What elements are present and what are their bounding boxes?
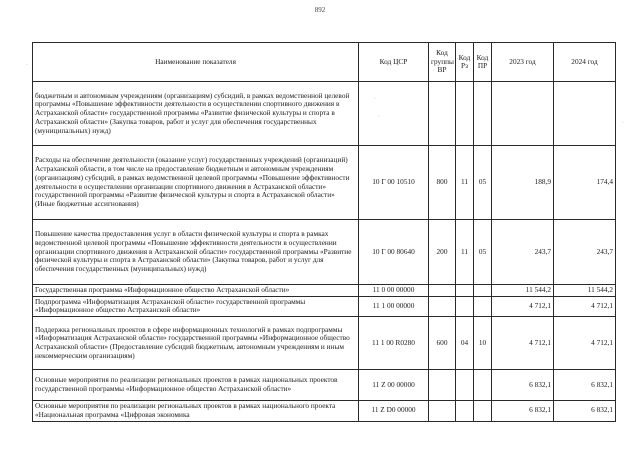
row-code-csr: 10 Г 00 80640 bbox=[359, 220, 429, 285]
row-code-vr: 800 bbox=[429, 146, 456, 220]
row-name: Повышение качества предоставления услуг в области физической культуры и спорта в рамках ведомственной целевой программы «Повышение эффективности деятельности в осуществлении организации спортивного движения в Астраханской области» государственной программы «Развитие физической культуры и спорта в Астраханской области» (Закупка товаров, работ и услуг для обеспечения государственных (муниципальных) нужд) bbox=[33, 220, 359, 285]
table-row bbox=[33, 220, 616, 285]
table-row bbox=[33, 296, 616, 316]
scan-speck: · bbox=[374, 96, 376, 102]
row-value-2024: 4 712,1 bbox=[554, 317, 616, 370]
row-value-2023: 243,7 bbox=[492, 220, 554, 285]
row-name: Расходы на обеспечение деятельности (оказание услуг) государственных учреждений (организаций) Астраханской области, в том числе на предоставление бюджетным и автономным учреждениям (организациям) субсидий, в рамках ведомственной целевой программы «Повышение эффективности деятельности в осуществлении организации спортивного движения в Астраханской области» государственной программы «Развитие физической культуры и спорта в Астраханской области» (Иные бюджетные ассигнования) bbox=[33, 146, 359, 220]
row-value-2023: 188,9 bbox=[492, 146, 554, 220]
table-row bbox=[33, 370, 616, 401]
row-code-csr: 11 0 00 00000 bbox=[359, 285, 429, 297]
row-code-csr: 11 1 00 00000 bbox=[359, 296, 429, 316]
row-value-2024 bbox=[554, 82, 616, 146]
header-2023: 2023 год bbox=[492, 43, 554, 82]
row-code-rz: 11 bbox=[456, 146, 474, 220]
row-code-vr bbox=[429, 285, 456, 297]
row-value-2023: 4 712,1 bbox=[492, 296, 554, 316]
table-row bbox=[33, 317, 616, 370]
row-code-pr bbox=[474, 401, 492, 421]
row-code-vr: 600 bbox=[429, 317, 456, 370]
row-code-csr: 11 Z D0 00000 bbox=[359, 401, 429, 421]
row-value-2024: 174,4 bbox=[554, 146, 616, 220]
row-name: Основные мероприятия по реализации региональных проектов в рамках национального проекта «Национальная программа «Цифровая экономика bbox=[33, 401, 359, 421]
row-value-2023: 6 832,1 bbox=[492, 401, 554, 421]
row-code-csr: 11 Z 00 00000 bbox=[359, 370, 429, 401]
row-value-2024: 6 832,1 bbox=[554, 370, 616, 401]
row-value-2024: 4 712,1 bbox=[554, 296, 616, 316]
row-code-pr: 05 bbox=[474, 146, 492, 220]
row-code-vr: 200 bbox=[429, 220, 456, 285]
table-row bbox=[33, 401, 616, 421]
row-name: Государственная программа «Информационное общество Астраханской области» bbox=[33, 285, 359, 297]
page-number: 892 bbox=[314, 6, 326, 14]
row-value-2024: 11 544,2 bbox=[554, 285, 616, 297]
row-code-pr bbox=[474, 285, 492, 297]
row-code-pr bbox=[474, 82, 492, 146]
table-row bbox=[33, 146, 616, 220]
row-code-vr bbox=[429, 401, 456, 421]
row-code-pr bbox=[474, 370, 492, 401]
row-code-rz bbox=[456, 370, 474, 401]
header-code-pr: Код ПР bbox=[474, 43, 492, 82]
row-value-2023: 11 544,2 bbox=[492, 285, 554, 297]
row-name: Основные мероприятия по реализации региональных проектов в рамках национальных проектов государственной программы «Информационное общество Астраханской области» bbox=[33, 370, 359, 401]
row-code-rz bbox=[456, 296, 474, 316]
row-code-csr: 10 Г 00 10510 bbox=[359, 146, 429, 220]
row-code-pr: 10 bbox=[474, 317, 492, 370]
row-code-vr bbox=[429, 370, 456, 401]
row-code-vr bbox=[429, 82, 456, 146]
row-code-rz: 11 bbox=[456, 220, 474, 285]
scan-speck: · bbox=[378, 114, 380, 120]
table-row bbox=[33, 82, 616, 146]
table-row bbox=[33, 285, 616, 297]
row-code-rz bbox=[456, 285, 474, 297]
row-name: бюджетным и автономным учреждениям (организациям) субсидий, в рамках ведомственной целевой программы «Повышение эффективности деятельности в осуществлении спортивного движения в Астраханской области» государственной программы «Развитие физической культуры и спорта в Астраханской области» (Закупка товаров, работ и услуг для обеспечения государственных (муниципальных) нужд) bbox=[33, 82, 359, 146]
header-code-rz: Код Рз bbox=[456, 43, 474, 82]
header-name: Наименование показателя bbox=[33, 43, 359, 82]
row-value-2023: 6 832,1 bbox=[492, 370, 554, 401]
row-name: Поддержка региональных проектов в сфере информационных технологий в рамках подпрограммы «Информатизация Астраханской области» государственной программы «Информационное общество Астраханской области» (Предоставление субсидий бюджетным, автономным учреждениям и иным некоммерческим организациям) bbox=[33, 317, 359, 370]
scan-speck: · bbox=[622, 120, 624, 126]
row-name: Подпрограмма «Информатизация Астраханской области» государственной программы «Информационное общество Астраханской области» bbox=[33, 296, 359, 316]
row-code-pr bbox=[474, 296, 492, 316]
scan-speck: · bbox=[26, 62, 28, 68]
row-value-2023: 4 712,1 bbox=[492, 317, 554, 370]
row-code-vr bbox=[429, 296, 456, 316]
row-code-rz: 04 bbox=[456, 317, 474, 370]
budget-table bbox=[32, 42, 616, 422]
row-value-2024: 6 832,1 bbox=[554, 401, 616, 421]
table-header-row bbox=[33, 43, 616, 82]
header-2024: 2024 год bbox=[554, 43, 616, 82]
row-code-rz bbox=[456, 82, 474, 146]
header-code-vr: Код группы ВР bbox=[429, 43, 456, 82]
header-code-csr: Код ЦСР bbox=[359, 43, 429, 82]
row-code-pr: 05 bbox=[474, 220, 492, 285]
row-value-2024: 243,7 bbox=[554, 220, 616, 285]
row-value-2023 bbox=[492, 82, 554, 146]
row-code-csr bbox=[359, 82, 429, 146]
row-code-csr: 11 1 00 R0280 bbox=[359, 317, 429, 370]
row-code-rz bbox=[456, 401, 474, 421]
